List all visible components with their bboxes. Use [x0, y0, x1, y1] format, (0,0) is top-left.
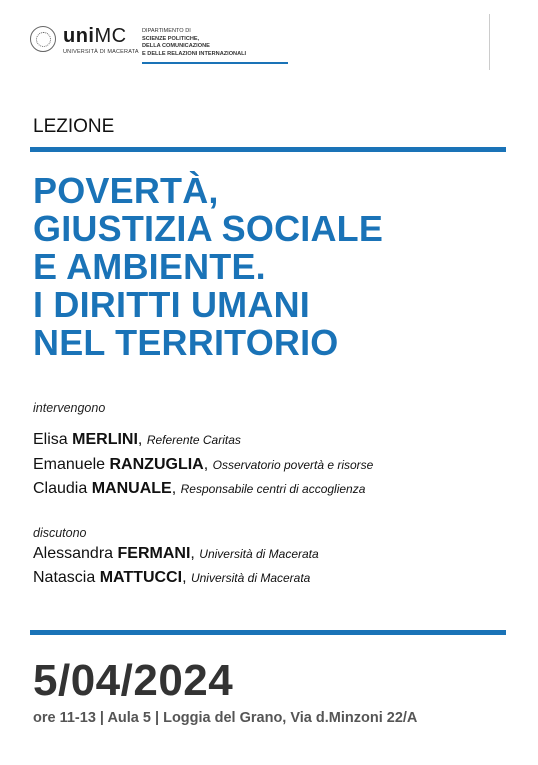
university-seal-icon	[30, 26, 56, 52]
top-rule	[30, 147, 506, 152]
title-line: I DIRITTI UMANI	[33, 284, 310, 325]
bottom-rule	[30, 630, 506, 635]
speakers-label: intervengono	[33, 401, 106, 415]
discussant-item: Alessandra FERMANI, Università di Macerata	[33, 545, 319, 562]
title-line: E AMBIENTE.	[33, 246, 266, 287]
speaker-item: Elisa MERLINI, Referente Caritas	[33, 431, 241, 448]
event-title	[33, 172, 503, 362]
department-name: DIPARTIMENTO DI SCIENZE POLITICHE, DELLA COMUNICAZIONE E DELLE RELAZIONI INTERNAZIONALI	[142, 28, 247, 57]
event-details: ore 11-13 | Aula 5 | Loggia del Grano, Via d.Minzoni 22/A	[33, 710, 418, 726]
header-underline	[142, 62, 288, 64]
speaker-item: Claudia MANUALE, Responsabile centri di accoglienza	[33, 480, 366, 497]
header-divider	[489, 14, 490, 70]
title-line: POVERTÀ,	[33, 170, 219, 211]
discussant-item: Natascia MATTUCCI, Università di Macerata	[33, 569, 311, 586]
event-date: 5/04/2024	[33, 656, 234, 705]
logo-subtitle: UNIVERSITÀ DI MACERATA	[63, 49, 139, 55]
speaker-item: Emanuele RANZUGLIA, Osservatorio povertà e risorse	[33, 456, 374, 473]
university-logo	[30, 24, 270, 64]
discussants-label: discutono	[33, 526, 87, 540]
title-line: NEL TERRITORIO	[33, 322, 339, 363]
event-type: LEZIONE	[33, 116, 115, 137]
title-line: GIUSTIZIA SOCIALE	[33, 208, 384, 249]
logo-wordmark: uniMC	[63, 25, 127, 47]
